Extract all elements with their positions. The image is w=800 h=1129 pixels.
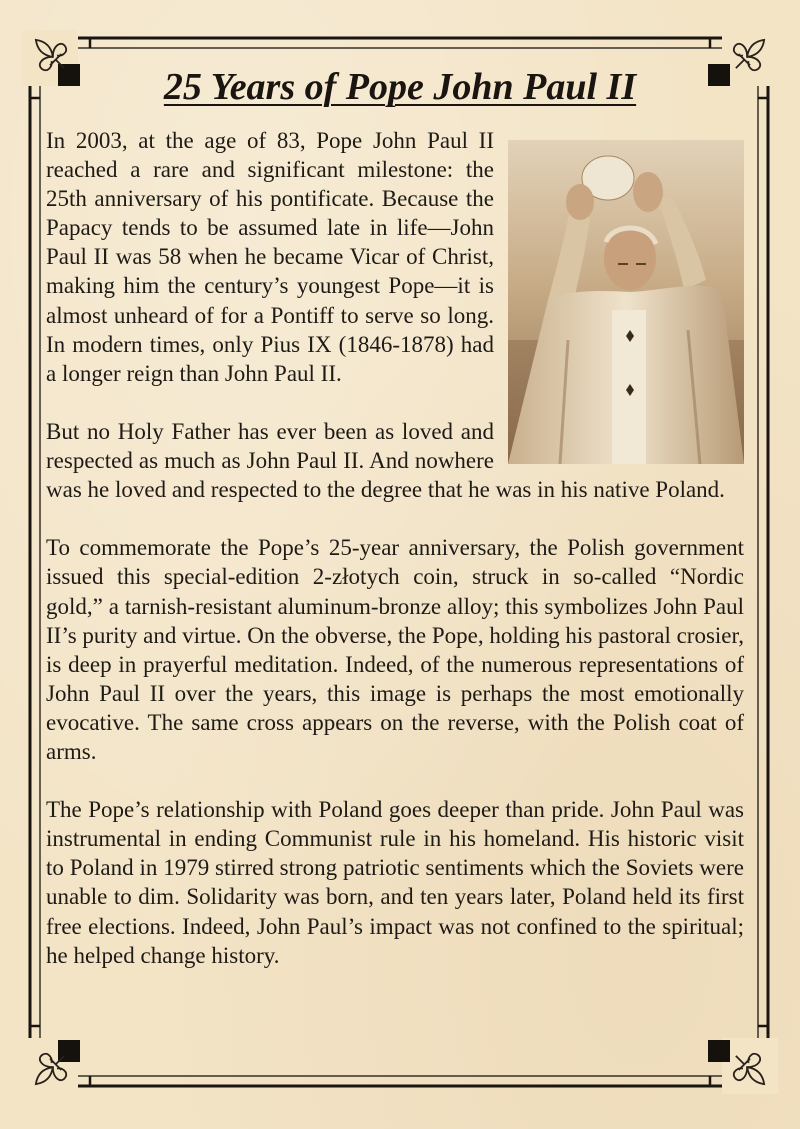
paragraph-1: In 2003, at the age of 83, Pope John Paul II reached a rare and significant milestone: the 25th anniversary of his pontificate. Because the Papacy tends to be assumed late in life—John Paul II was 58 when he became Vicar of Christ, making him the century’s youngest Pope—it is almost unheard of for a Pontiff to serve so long. In modern times, only Pius IX (1846-1878) had a longer reign than John Paul II.	[46, 128, 494, 386]
fleur-de-lis-icon	[724, 1044, 776, 1096]
paragraph-2: But no Holy Father has ever been as loved and respected as much as John Paul II. And nowhere was he loved and respected to the degree that he was in his native Poland.	[46, 418, 725, 503]
paragraph-4: The Pope’s relationship with Poland goes deeper than pride. John Paul was instrumental in ending Communist rule in his homeland. His historic visit to Poland in 1979 stirred strong patriotic sentiments which the Soviets were unable to dim. Solidarity was born, and ten years later, Poland held its first free elections. Indeed, John Paul’s impact was not confined to the spiritual; he helped change history.	[46, 797, 744, 968]
paragraph-3: To commemorate the Pope’s 25-year anniversary, the Polish government issued this special-edition 2-złotych coin, struck in so-called “Nordic gold,” a tarnish-resistant aluminum-bronze alloy; this symbolizes John Paul II’s purity and virtue. On the obverse, the Pope, holding his pastoral crosier, is deep in prayerful meditation. Indeed, of the numerous representations of John Paul II over the years, this image is perhaps the most emotionally evocative. The same cross appears on the reverse, with the Polish coat of arms.	[46, 535, 744, 764]
fleur-de-lis-icon	[24, 1044, 76, 1096]
article-body	[46, 126, 744, 999]
page-title: 25 Years of Pope John Paul II	[163, 66, 637, 108]
pope-photo	[508, 140, 744, 464]
pope-photo-illustration	[508, 140, 744, 464]
